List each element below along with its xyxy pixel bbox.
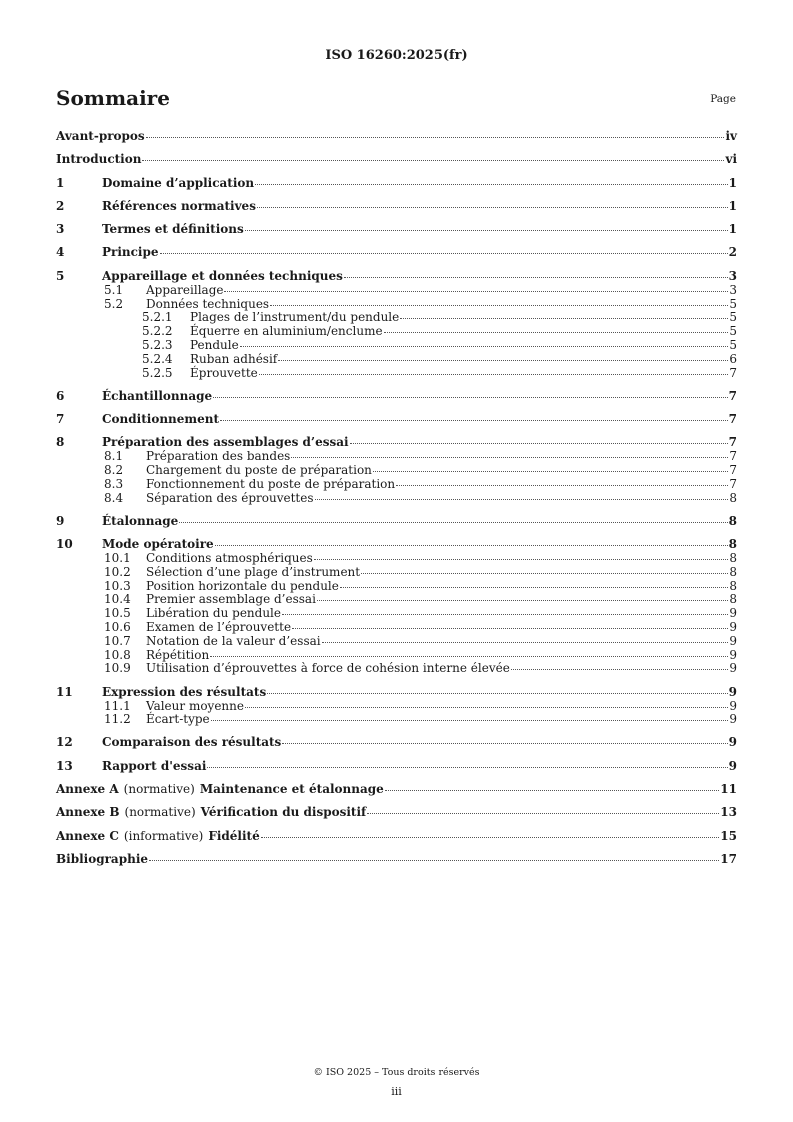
toc-dot-leader xyxy=(396,485,728,486)
toc-entry-number: 10.4 xyxy=(104,592,131,607)
toc-entry-title: Libération du pendule xyxy=(146,606,281,621)
copyright-footer: © ISO 2025 – Tous droits réservés xyxy=(313,1067,480,1078)
toc-dot-leader xyxy=(344,277,728,278)
toc-entry-number: 8.4 xyxy=(104,490,124,505)
toc-entry-number: 11.1 xyxy=(104,698,131,713)
toc-entry[interactable] xyxy=(56,268,737,284)
toc-entry-page: 9 xyxy=(729,712,737,727)
toc-dot-leader xyxy=(179,522,727,523)
toc-dot-leader xyxy=(149,860,719,861)
toc-dot-leader xyxy=(367,813,719,814)
toc-entry-page: 9 xyxy=(728,684,737,699)
toc-entry-title: Préparation des assemblages d’essai xyxy=(102,435,349,450)
toc-entry-page: 7 xyxy=(729,449,737,464)
toc-entry-page: 3 xyxy=(728,268,737,283)
toc-dot-leader xyxy=(340,587,729,588)
toc-entry[interactable] xyxy=(56,621,737,635)
toc-entry-number: 11.2 xyxy=(104,712,131,727)
toc-entry-page: 6 xyxy=(729,351,737,366)
toc-entry[interactable] xyxy=(56,478,737,492)
toc-dot-leader xyxy=(361,573,728,574)
toc-dot-leader xyxy=(146,137,725,138)
toc-entry-title: Bibliographie xyxy=(56,851,149,866)
toc-entry-title: Fonctionnement du poste de préparation xyxy=(146,476,396,491)
toc-entry-number: 6 xyxy=(56,388,65,403)
toc-entry-page: iv xyxy=(725,129,737,143)
toc-dot-leader xyxy=(270,305,728,306)
toc-annex-label: Annexe B xyxy=(56,805,120,820)
toc-entry[interactable] xyxy=(56,635,737,649)
toc-entry-page: 9 xyxy=(729,633,737,648)
toc-entry-title: Sélection d’une plage d’instrument xyxy=(146,564,361,579)
toc-entry-number: 5.2 xyxy=(104,296,124,311)
toc-dot-leader xyxy=(224,291,728,292)
toc-entry-number: 8.1 xyxy=(104,449,124,464)
toc-entry-title: Domaine d’application xyxy=(102,175,255,190)
toc-entry-page: 7 xyxy=(728,411,737,426)
toc-dot-leader xyxy=(384,332,729,333)
toc-entry[interactable] xyxy=(56,552,737,566)
toc-entry-number: 1 xyxy=(56,175,65,190)
toc-entry-number: 5.2.4 xyxy=(142,351,173,366)
toc-entry-title: Appareillage et données techniques xyxy=(102,268,343,283)
toc-entry-page: 8 xyxy=(729,551,737,566)
toc-entry-number: 11 xyxy=(56,684,73,699)
toc-entry[interactable] xyxy=(56,151,737,167)
toc-entry[interactable] xyxy=(56,325,737,339)
toc-entry[interactable] xyxy=(56,353,737,367)
toc-entry-number: 10.2 xyxy=(104,564,131,579)
toc-entry[interactable] xyxy=(56,298,737,312)
toc-entry-number: 2 xyxy=(56,198,65,213)
toc-annex-label: Annexe C xyxy=(56,828,119,843)
toc-entry-page: 7 xyxy=(728,388,737,403)
toc-dot-leader xyxy=(385,790,720,791)
toc-entry-number: 10.9 xyxy=(104,661,131,676)
toc-entry[interactable] xyxy=(56,411,737,427)
toc-entry[interactable] xyxy=(56,781,737,797)
toc-entry[interactable] xyxy=(56,198,737,214)
toc-entry-title: Références normatives xyxy=(102,198,256,213)
toc-entry-title: Ruban adhésif xyxy=(190,351,278,366)
toc-entry[interactable] xyxy=(56,128,737,144)
toc-entry[interactable] xyxy=(56,758,737,774)
toc-entry-title: Étalonnage xyxy=(102,513,179,528)
toc-entry-page: 3 xyxy=(729,282,737,297)
toc-entry[interactable] xyxy=(56,851,737,867)
toc-entry-title: Introduction xyxy=(56,152,142,167)
toc-entry-title: Écart-type xyxy=(146,712,210,727)
toc-entry-page: 9 xyxy=(729,647,737,662)
toc-entry[interactable] xyxy=(56,175,737,191)
toc-entry[interactable] xyxy=(56,713,737,727)
toc-entry[interactable] xyxy=(56,566,737,580)
toc-entry-page: 1 xyxy=(728,175,737,190)
toc-dot-leader xyxy=(245,707,728,708)
toc-entry-page: 9 xyxy=(729,606,737,621)
toc-entry[interactable] xyxy=(56,804,737,820)
toc-entry[interactable] xyxy=(56,580,737,594)
toc-dot-leader xyxy=(210,656,728,657)
toc-dot-leader xyxy=(292,628,728,629)
toc-entry-number: 9 xyxy=(56,513,65,528)
toc-entry-title: Chargement du poste de préparation xyxy=(146,463,372,478)
toc-dot-leader xyxy=(373,471,728,472)
toc-entry-page: 17 xyxy=(720,851,737,866)
toc-entry-title: Répétition xyxy=(146,647,210,662)
toc-entry-page: 9 xyxy=(729,661,737,676)
toc-entry-title: Éprouvette xyxy=(190,365,258,380)
page-title: Sommaire xyxy=(56,86,170,110)
toc-entry[interactable] xyxy=(56,311,737,325)
toc-entry-title: Plages de l’instrument/du pendule xyxy=(190,310,400,325)
toc-entry-page: vi xyxy=(725,152,737,167)
toc-entry-page: 9 xyxy=(729,620,737,635)
table-of-contents xyxy=(56,128,737,867)
toc-entry[interactable] xyxy=(56,244,737,260)
toc-entry[interactable] xyxy=(56,662,737,676)
toc-entry[interactable] xyxy=(56,684,737,700)
toc-entry-title: Position horizontale du pendule xyxy=(146,578,339,593)
toc-entry-title: Termes et définitions xyxy=(102,222,244,237)
toc-entry-number: 10.3 xyxy=(104,578,131,593)
toc-entry[interactable] xyxy=(56,828,737,844)
toc-entry-title: Principe xyxy=(102,245,159,260)
toc-entry[interactable] xyxy=(56,388,737,404)
toc-entry[interactable] xyxy=(56,593,737,607)
toc-entry-page: 7 xyxy=(729,365,737,380)
toc-entry-number: 10.1 xyxy=(104,551,131,566)
toc-entry-title: Avant-propos xyxy=(56,129,145,143)
toc-entry-number: 5.2.1 xyxy=(142,310,173,325)
toc-entry-page: 5 xyxy=(729,324,737,339)
toc-dot-leader xyxy=(315,499,729,500)
toc-entry-title: Comparaison des résultats xyxy=(102,735,282,750)
toc-entry[interactable] xyxy=(56,607,737,621)
toc-entry[interactable] xyxy=(56,734,737,750)
toc-dot-leader xyxy=(261,837,720,838)
toc-annex-type: (normative) xyxy=(124,805,196,820)
page-number: iii xyxy=(391,1085,402,1098)
toc-dot-leader xyxy=(142,160,724,161)
toc-dot-leader xyxy=(240,346,729,347)
toc-entry[interactable] xyxy=(56,367,737,381)
toc-dot-leader xyxy=(259,374,729,375)
toc-entry-page: 1 xyxy=(728,222,737,237)
toc-entry[interactable] xyxy=(56,536,737,552)
toc-dot-leader xyxy=(215,545,728,546)
toc-dot-leader xyxy=(317,600,728,601)
toc-dot-leader xyxy=(255,184,728,185)
toc-entry[interactable] xyxy=(56,450,737,464)
toc-entry-page: 9 xyxy=(728,758,737,773)
toc-entry-number: 12 xyxy=(56,735,73,750)
toc-entry-title: Premier assemblage d’essai xyxy=(146,592,316,607)
toc-entry-title: Utilisation d’éprouvettes à force de cohésion interne élevée xyxy=(146,661,510,676)
toc-entry-number: 10.8 xyxy=(104,647,131,662)
toc-entry-title: Séparation des éprouvettes xyxy=(146,490,314,505)
toc-entry[interactable] xyxy=(56,492,737,506)
toc-dot-leader xyxy=(207,767,727,768)
toc-entry-title: Notation de la valeur d’essai xyxy=(146,633,321,648)
toc-entry-number: 5.2.5 xyxy=(142,365,173,380)
toc-entry-page: 7 xyxy=(729,476,737,491)
toc-entry-page: 8 xyxy=(729,490,737,505)
toc-entry-page: 13 xyxy=(720,805,737,820)
toc-entry-title: Valeur moyenne xyxy=(146,698,244,713)
toc-entry-number: 5.2.3 xyxy=(142,337,173,352)
toc-entry-title: Vérification du dispositif xyxy=(200,805,367,820)
toc-entry-page: 8 xyxy=(729,564,737,579)
toc-entry-page: 7 xyxy=(729,463,737,478)
toc-entry-title: Données techniques xyxy=(146,296,270,311)
toc-entry-title: Fidélité xyxy=(208,828,260,843)
toc-dot-leader xyxy=(211,720,729,721)
toc-entry-title: Appareillage xyxy=(146,282,224,297)
toc-dot-leader xyxy=(511,669,729,670)
toc-dot-leader xyxy=(257,207,728,208)
toc-entry-title: Conditions atmosphériques xyxy=(146,551,313,566)
toc-entry-page: 2 xyxy=(728,245,737,260)
toc-entry-number: 8 xyxy=(56,435,65,450)
toc-entry-title: Mode opératoire xyxy=(102,537,214,552)
toc-entry-title: Équerre en aluminium/enclume xyxy=(190,324,383,339)
toc-entry-number: 4 xyxy=(56,245,65,260)
toc-entry[interactable] xyxy=(56,649,737,663)
toc-entry[interactable] xyxy=(56,513,737,529)
toc-entry-number: 8.2 xyxy=(104,463,124,478)
toc-entry-number: 10.7 xyxy=(104,633,131,648)
toc-entry-number: 5 xyxy=(56,268,65,283)
toc-dot-leader xyxy=(291,457,728,458)
toc-entry-page: 5 xyxy=(729,337,737,352)
toc-dot-leader xyxy=(213,397,727,398)
toc-annex-type: (normative) xyxy=(123,781,195,796)
toc-dot-leader xyxy=(350,443,728,444)
toc-dot-leader xyxy=(278,360,728,361)
toc-entry-number: 5.2.2 xyxy=(142,324,173,339)
toc-dot-leader xyxy=(245,230,728,231)
toc-entry-page: 11 xyxy=(720,781,737,796)
toc-entry-page: 9 xyxy=(728,735,737,750)
toc-entry[interactable] xyxy=(56,464,737,478)
toc-entry-number: 8.3 xyxy=(104,476,124,491)
toc-dot-leader xyxy=(400,318,728,319)
toc-entry-title: Échantillonnage xyxy=(102,388,213,403)
toc-entry-title: Maintenance et étalonnage xyxy=(199,781,384,796)
toc-entry[interactable] xyxy=(56,221,737,237)
toc-entry-number: 7 xyxy=(56,411,65,426)
toc-dot-leader xyxy=(220,420,728,421)
toc-entry-page: 7 xyxy=(728,435,737,450)
toc-entry-title: Conditionnement xyxy=(102,411,220,426)
toc-entry-page: 8 xyxy=(728,537,737,552)
toc-entry[interactable] xyxy=(56,284,737,298)
toc-entry-title: Préparation des bandes xyxy=(146,449,291,464)
toc-entry[interactable] xyxy=(56,434,737,450)
toc-entry-number: 10.6 xyxy=(104,620,131,635)
document-header: ISO 16260:2025(fr) xyxy=(325,48,468,63)
toc-dot-leader xyxy=(160,253,728,254)
toc-entry-page: 8 xyxy=(728,513,737,528)
toc-entry-number: 5.1 xyxy=(104,282,124,297)
toc-entry-title: Expression des résultats xyxy=(102,684,267,699)
toc-dot-leader xyxy=(282,743,727,744)
page-column-label: Page xyxy=(710,93,736,105)
toc-dot-leader xyxy=(322,642,729,643)
toc-entry-number: 10.5 xyxy=(104,606,131,621)
toc-entry-page: 9 xyxy=(729,698,737,713)
toc-entry-title: Rapport d'essai xyxy=(102,758,207,773)
toc-entry-title: Pendule xyxy=(190,337,239,352)
toc-entry-page: 8 xyxy=(729,578,737,593)
toc-entry-title: Examen de l’éprouvette xyxy=(146,620,292,635)
toc-dot-leader xyxy=(267,693,727,694)
toc-entry-page: 5 xyxy=(729,310,737,325)
toc-dot-leader xyxy=(314,559,729,560)
toc-entry-page: 5 xyxy=(729,296,737,311)
toc-annex-type: (informative) xyxy=(123,828,204,843)
toc-entry-page: 8 xyxy=(729,592,737,607)
toc-entry[interactable] xyxy=(56,339,737,353)
toc-entry-number: 10 xyxy=(56,537,73,552)
toc-entry-number: 13 xyxy=(56,758,73,773)
toc-annex-label: Annexe A xyxy=(56,781,119,796)
toc-entry-page: 1 xyxy=(728,198,737,213)
toc-entry-number: 3 xyxy=(56,222,65,237)
toc-dot-leader xyxy=(282,614,728,615)
toc-entry-page: 15 xyxy=(720,828,737,843)
